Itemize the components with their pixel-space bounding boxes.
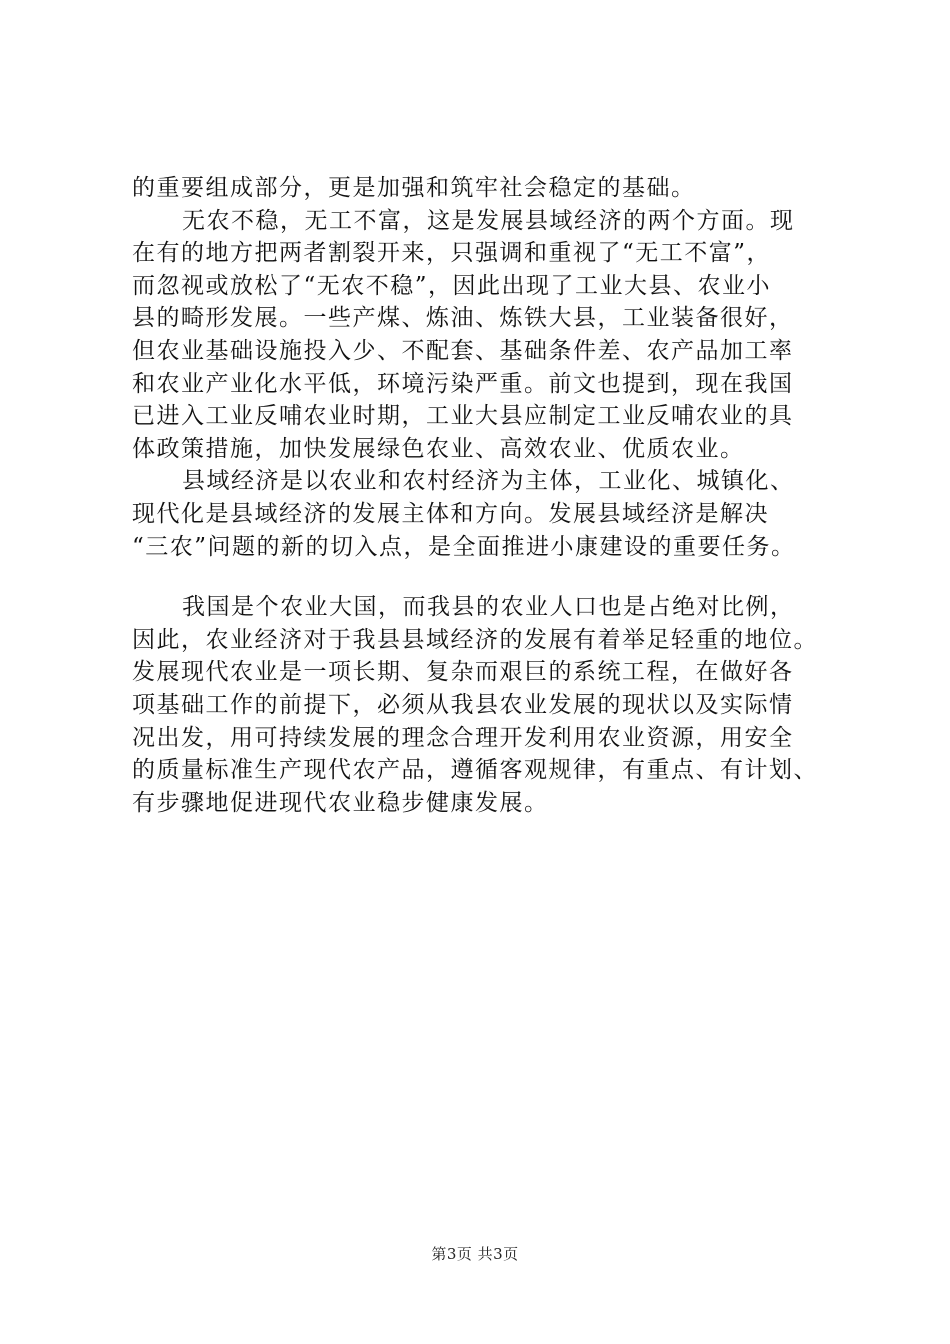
text-line: 和农业产业化水平低，环境污染严重。前文也提到，现在我国: [132, 370, 794, 397]
paragraph-spacer: [132, 563, 852, 591]
text-line: 在有的地方把两者割裂开来，只强调和重视了“无工不富”，: [132, 240, 772, 267]
paragraph-modern-agriculture: [132, 591, 852, 819]
text-line: 项基础工作的前提下，必须从我县农业发展的现状以及实际情: [132, 691, 794, 718]
text-line: 县域经济是以农业和农村经济为主体，工业化、城镇化、: [182, 468, 795, 495]
paragraph-continuation: [132, 172, 852, 205]
text-line: 体政策措施，加快发展绿色农业、高效农业、优质农业。: [132, 435, 745, 462]
text-line: 的重要组成部分，更是加强和筑牢社会稳定的基础。: [132, 175, 696, 201]
text-line: “三农”问题的新的切入点，是全面推进小康建设的重要任务。: [132, 533, 796, 560]
text-line: 但农业基础设施投入少、不配套、基础条件差、农产品加工率: [132, 337, 794, 364]
text-line: 县的畸形发展。一些产煤、炼油、炼铁大县，工业装备很好，: [132, 305, 794, 332]
text-line: 现代化是县域经济的发展主体和方向。发展县域经济是解决: [132, 500, 769, 527]
text-line: 发展现代农业是一项长期、复杂而艰巨的系统工程，在做好各: [132, 659, 794, 686]
document-body: [132, 172, 852, 819]
paragraph-agriculture-industry: [132, 205, 852, 466]
text-line: 有步骤地促进现代农业稳步健康发展。: [132, 789, 549, 816]
text-line: 而忽视或放松了“无农不稳”，因此出现了工业大县、农业小: [132, 272, 772, 299]
text-line: 因此，农业经济对于我县县域经济的发展有着举足轻重的地位。: [132, 626, 818, 653]
text-line: 况出发，用可持续发展的理念合理开发利用农业资源，用安全: [132, 724, 794, 751]
text-line: 我国是个农业大国，而我县的农业人口也是占绝对比例，: [182, 594, 795, 621]
text-line: 已进入工业反哺农业时期，工业大县应制定工业反哺农业的具: [132, 403, 794, 430]
text-line: 无农不稳，无工不富，这是发展县域经济的两个方面。现: [182, 207, 795, 234]
page-number-footer: 第3页 共3页: [431, 1245, 519, 1263]
paragraph-county-economy: [132, 465, 852, 563]
text-line: 的质量标准生产现代农产品，遵循客观规律，有重点、有计划、: [132, 757, 818, 784]
